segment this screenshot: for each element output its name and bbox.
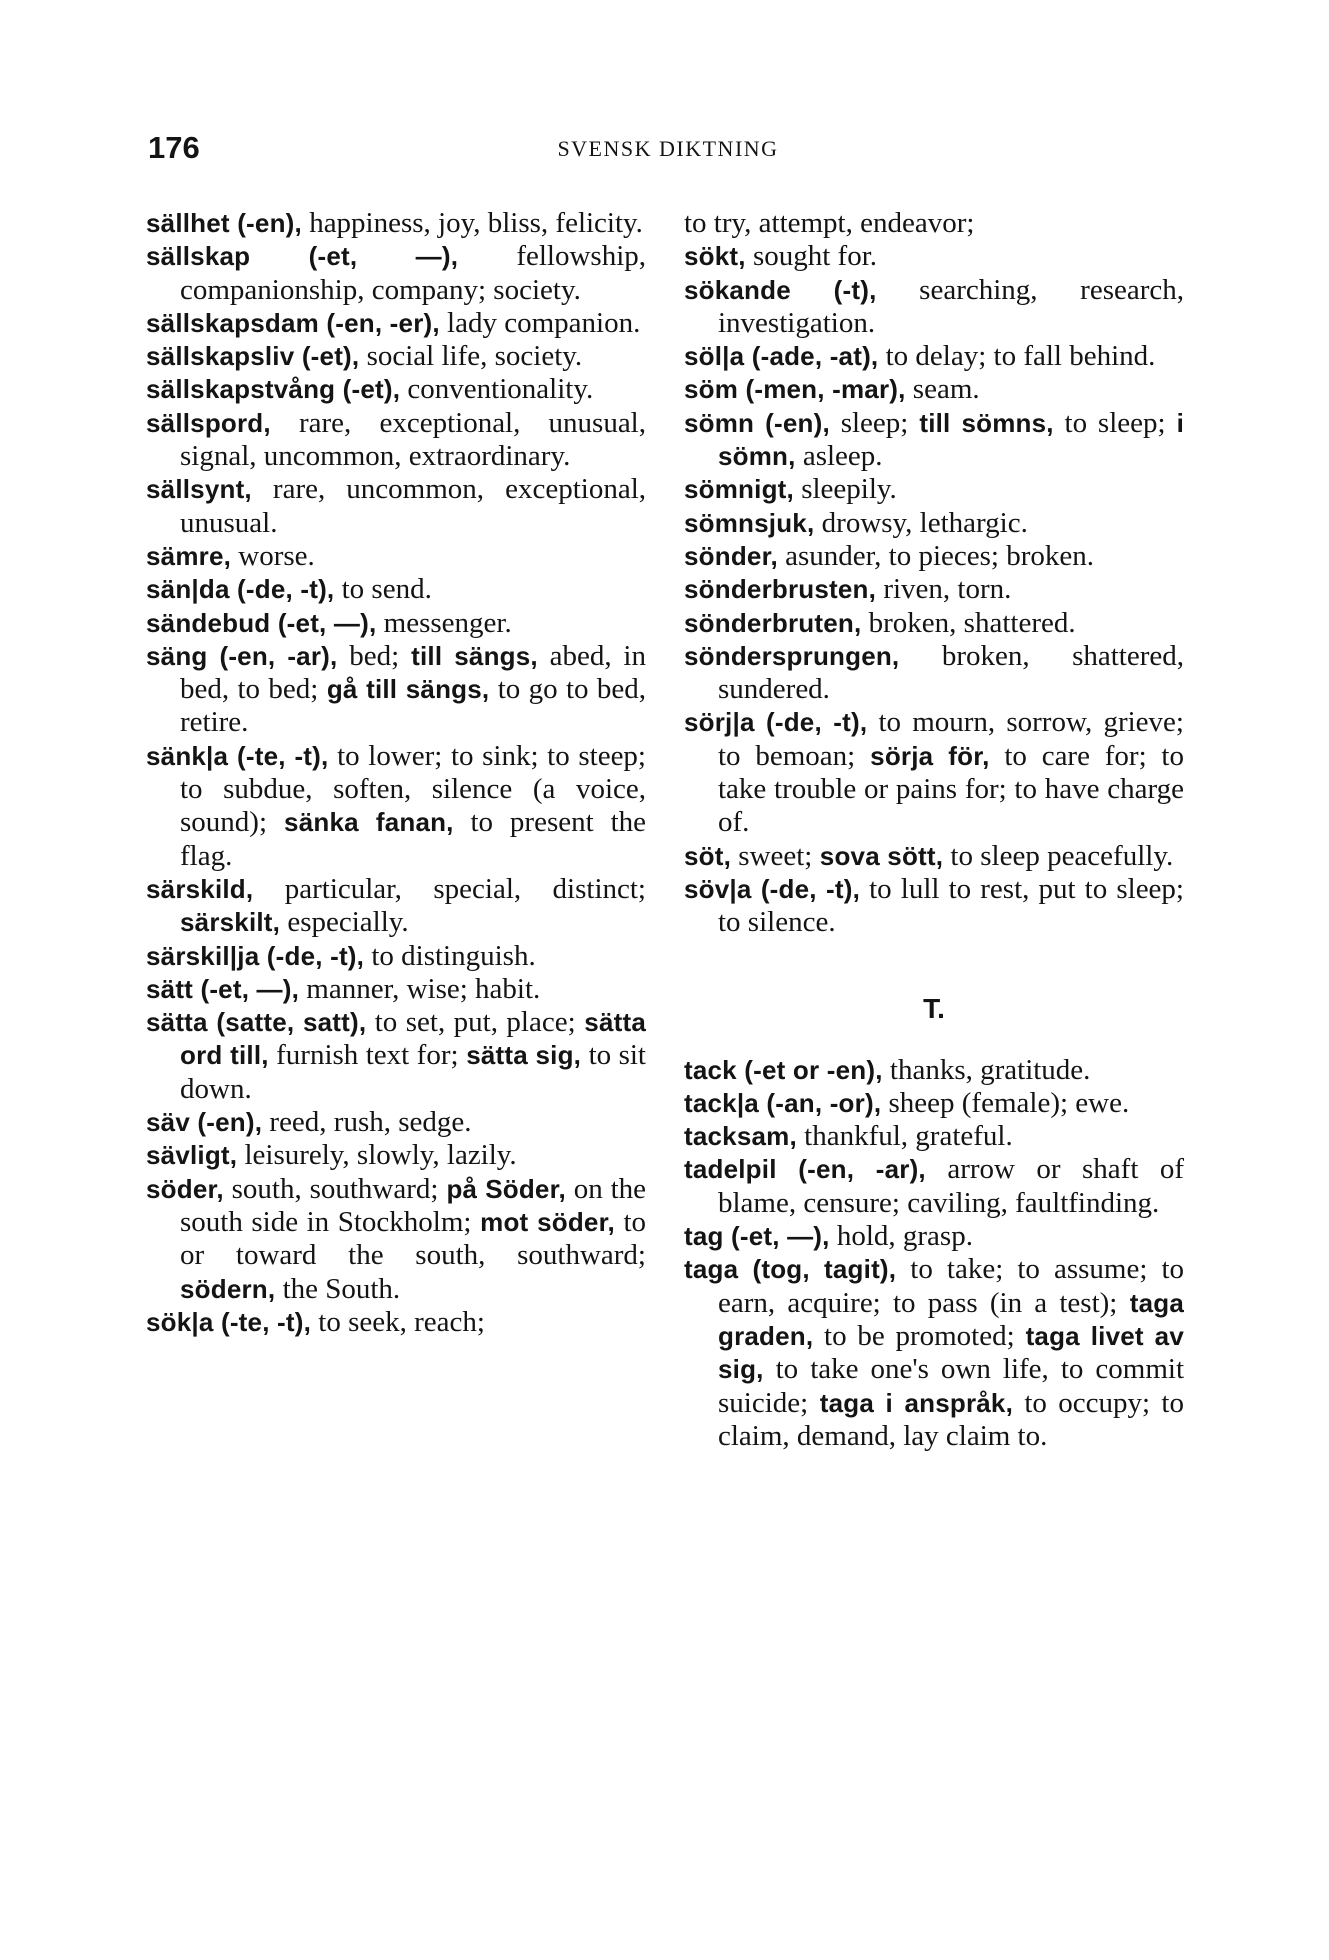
headword: mot söder, [471,1206,615,1237]
definition: happiness, joy, bliss, felicity. [301,207,643,239]
dictionary-entry [146,1173,646,1306]
dictionary-entry [684,640,1184,707]
headword: till sängs, [399,640,538,671]
section-letter: T. [923,992,945,1024]
headword: tack (-et or -en), [684,1054,883,1085]
headword: tack|a (-an, -or), [684,1087,882,1118]
definition: to seek, reach; [311,1305,485,1338]
dictionary-entry [684,240,1184,273]
definition: to distinguish. [364,939,536,972]
headword: särskil|ja (-de, -t), [146,940,365,971]
dictionary-entry [684,207,1184,240]
headword: söndersprungen, [684,640,900,671]
dictionary-entry [146,1106,646,1139]
definition: searching, research, investigation. [718,273,1184,339]
definition: south, southward; [223,1172,439,1205]
running-title: SVENSK DIKTNING [557,136,779,161]
headword: sätt (-et, —), [146,973,300,1004]
dictionary-entry [684,340,1184,373]
headword: i sömn, [718,407,1184,472]
headword: tacksam, [684,1121,797,1152]
definition: to set, put, place; [366,1006,576,1039]
definition: the South. [275,1272,401,1305]
dictionary-entry [146,407,646,474]
dictionary-entry [684,1054,1184,1087]
definition: fellowship, companionship, company; society. [180,240,647,306]
dictionary-entry [684,840,1184,873]
headword: söl|a (-ade, -at), [684,341,879,372]
dictionary-entry [684,1220,1184,1253]
definition: broken, shattered. [861,606,1076,639]
dictionary-entry [684,1120,1184,1153]
headword: sätta (satte, satt), [146,1007,367,1038]
definition: bed; [337,639,400,672]
dictionary-entry [146,1006,646,1106]
definition: to lower; to sink; to steep; to subdue, soften, silence (a voice, sound); [180,739,646,839]
definition: particular, special, distinct; [253,872,646,905]
headword: sällspord, [146,407,271,438]
headword: sänk|a (-te, -t), [146,740,329,771]
dictionary-entry [146,1139,646,1172]
definition: to mourn, sorrow, grieve; to bemoan; [718,706,1184,772]
dictionary-entry [146,207,646,240]
headword: söder, [146,1173,224,1204]
dictionary-entry [146,307,646,340]
definition: to send. [334,573,432,606]
headword: tag (-et, —), [684,1221,830,1252]
definition: to sleep; [1053,406,1166,439]
headword: taga i anspråk, [808,1387,1014,1418]
headword: sova sött, [812,840,944,871]
left-column [146,207,646,1339]
definition: furnish text for; [268,1039,459,1072]
definition: to go to bed, retire. [180,673,646,739]
definition: to present the flag. [180,806,646,872]
definition: manner, wise; habit. [299,972,541,1005]
definition: seam. [905,373,980,406]
definition: sweet; [731,839,813,872]
definition: social life, society. [359,340,583,373]
definition: sought for. [745,240,877,273]
dictionary-entry [684,706,1184,839]
definition: rare, uncommon, exceptional, unusual. [180,473,646,539]
definition: to try, attempt, endeavor; [684,207,975,239]
dictionary-entry [684,1153,1184,1220]
definition: thankful, grateful. [796,1120,1013,1153]
definition: hold, grasp. [829,1220,973,1253]
headword: sönder, [684,540,778,571]
definition: sleepily. [793,473,897,506]
headword: sönderbruten, [684,607,862,638]
headword: tadelpil (-en, -ar), [684,1154,926,1185]
dictionary-entry [684,373,1184,406]
dictionary-entry [146,240,646,307]
definition: on the south side in Stockholm; [180,1172,647,1238]
definition: to occupy; to claim, demand, lay claim to. [718,1386,1184,1452]
dictionary-entry [146,473,646,540]
dictionary-entry [146,640,646,740]
definition: abed, in bed, to bed; [180,639,646,706]
definition: to take one's own life, to commit suicide; [718,1353,1184,1419]
headword: sällhet (-en), [146,208,302,238]
headword: sän|da (-de, -t), [146,574,335,605]
definition: arrow or shaft of blame, censure; caviling, faultfinding. [718,1153,1184,1219]
headword: sätta sig, [458,1040,582,1071]
definition: especially. [280,906,409,939]
definition: sleep; [829,406,909,439]
headword: sällskap (-et, —), [146,241,459,272]
headword: sönderbrusten, [684,574,877,605]
headword: särskilt, [180,907,281,938]
definition: to take; to assume; to earn, acquire; to pass (in a test); [718,1253,1184,1319]
headword: säv (-en), [146,1107,263,1138]
definition: to delay; to fall behind. [878,340,1156,373]
headword: söm (-men, -mar), [684,374,906,405]
headword: sävligt, [146,1140,238,1171]
dictionary-entry [684,573,1184,606]
headword: söv|a (-de, -t), [684,873,860,904]
dictionary-entry [146,607,646,640]
headword: sörj|a (-de, -t), [684,707,868,738]
definition: thanks, gratitude. [882,1053,1091,1086]
entries-t [684,1054,1184,1454]
headword: säng (-en, -ar), [146,640,338,671]
dictionary-entry [146,540,646,573]
headword: sällskapstvång (-et), [146,374,401,405]
page-number: 176 [148,130,200,165]
definition: to be promoted; [813,1319,1015,1352]
definition: lady companion. [439,306,641,339]
definition: worse. [231,539,315,572]
dictionary-entry [146,740,646,873]
dictionary-entry [146,1306,646,1339]
definition: riven, torn. [876,573,1012,606]
headword: gå till sängs, [318,674,490,705]
right-column [684,207,1184,1453]
headword: sökande (-t), [684,274,877,305]
headword: sällskapsdam (-en, -er), [146,307,440,338]
dictionary-entry [684,473,1184,506]
headword: taga graden, [718,1287,1185,1351]
headword: sänka fanan, [267,807,454,838]
dictionary-entry [684,540,1184,573]
headword: särskild, [146,873,254,904]
headword: sändebud (-et, —), [146,607,377,638]
headword: sörja för, [855,740,990,771]
headword: taga livet av sig, [718,1320,1184,1385]
dictionary-entry [146,873,646,940]
headword: sök|a (-te, -t), [146,1306,312,1337]
dictionary-entry [684,507,1184,540]
definition: leisurely, slowly, lazily. [237,1139,517,1172]
headword: sällsynt, [146,474,252,505]
definition: reed, rush, sedge. [262,1106,472,1139]
headword: sökt, [684,241,746,272]
dictionary-entry [684,1087,1184,1120]
headword: på Söder, [438,1173,566,1204]
headword: sömn (-en), [684,407,830,438]
dictionary-entry [684,274,1184,341]
headword: sömnigt, [684,474,794,505]
dictionary-entry [146,340,646,373]
headword: sömnsjuk, [684,507,815,538]
entries-s-continued [684,207,1184,940]
dictionary-entry [146,973,646,1006]
headword: taga (tog, tagit), [684,1254,897,1285]
dictionary-entry [684,1253,1184,1453]
definition: drowsy, lethargic. [814,506,1028,539]
headword: sämre, [146,540,232,571]
page-header [148,130,1188,170]
dictionary-entry [684,407,1184,474]
definition: asunder, to pieces; broken. [777,539,1095,572]
dictionary-entry [146,573,646,606]
headword: till sömns, [908,407,1054,438]
definition: to or toward the south, southward; [180,1205,646,1272]
dictionary-entry [146,940,646,973]
dictionary-entry [684,873,1184,940]
dictionary-entry [684,607,1184,640]
definition: to care for; to take trouble or pains for; to have charge of. [718,739,1184,839]
definition: messenger. [376,606,512,639]
definition: conventionality. [400,373,594,406]
headword: söt, [684,840,732,871]
definition: sheep (female); ewe. [881,1086,1130,1119]
definition: broken, shattered, sundered. [718,639,1184,706]
definition: to sleep peacefully. [943,839,1174,872]
definition: to sit down. [180,1039,646,1105]
definition: rare, exceptional, unusual, signal, uncommon, extraordinary. [180,406,646,473]
dictionary-entry [146,373,646,406]
headword: sätta ord till, [180,1007,647,1071]
definition: to lull to rest, put to sleep; to silence. [718,872,1184,939]
headword: sällskapsliv (-et), [146,341,360,372]
definition: asleep. [795,440,883,473]
headword: södern, [180,1273,276,1304]
